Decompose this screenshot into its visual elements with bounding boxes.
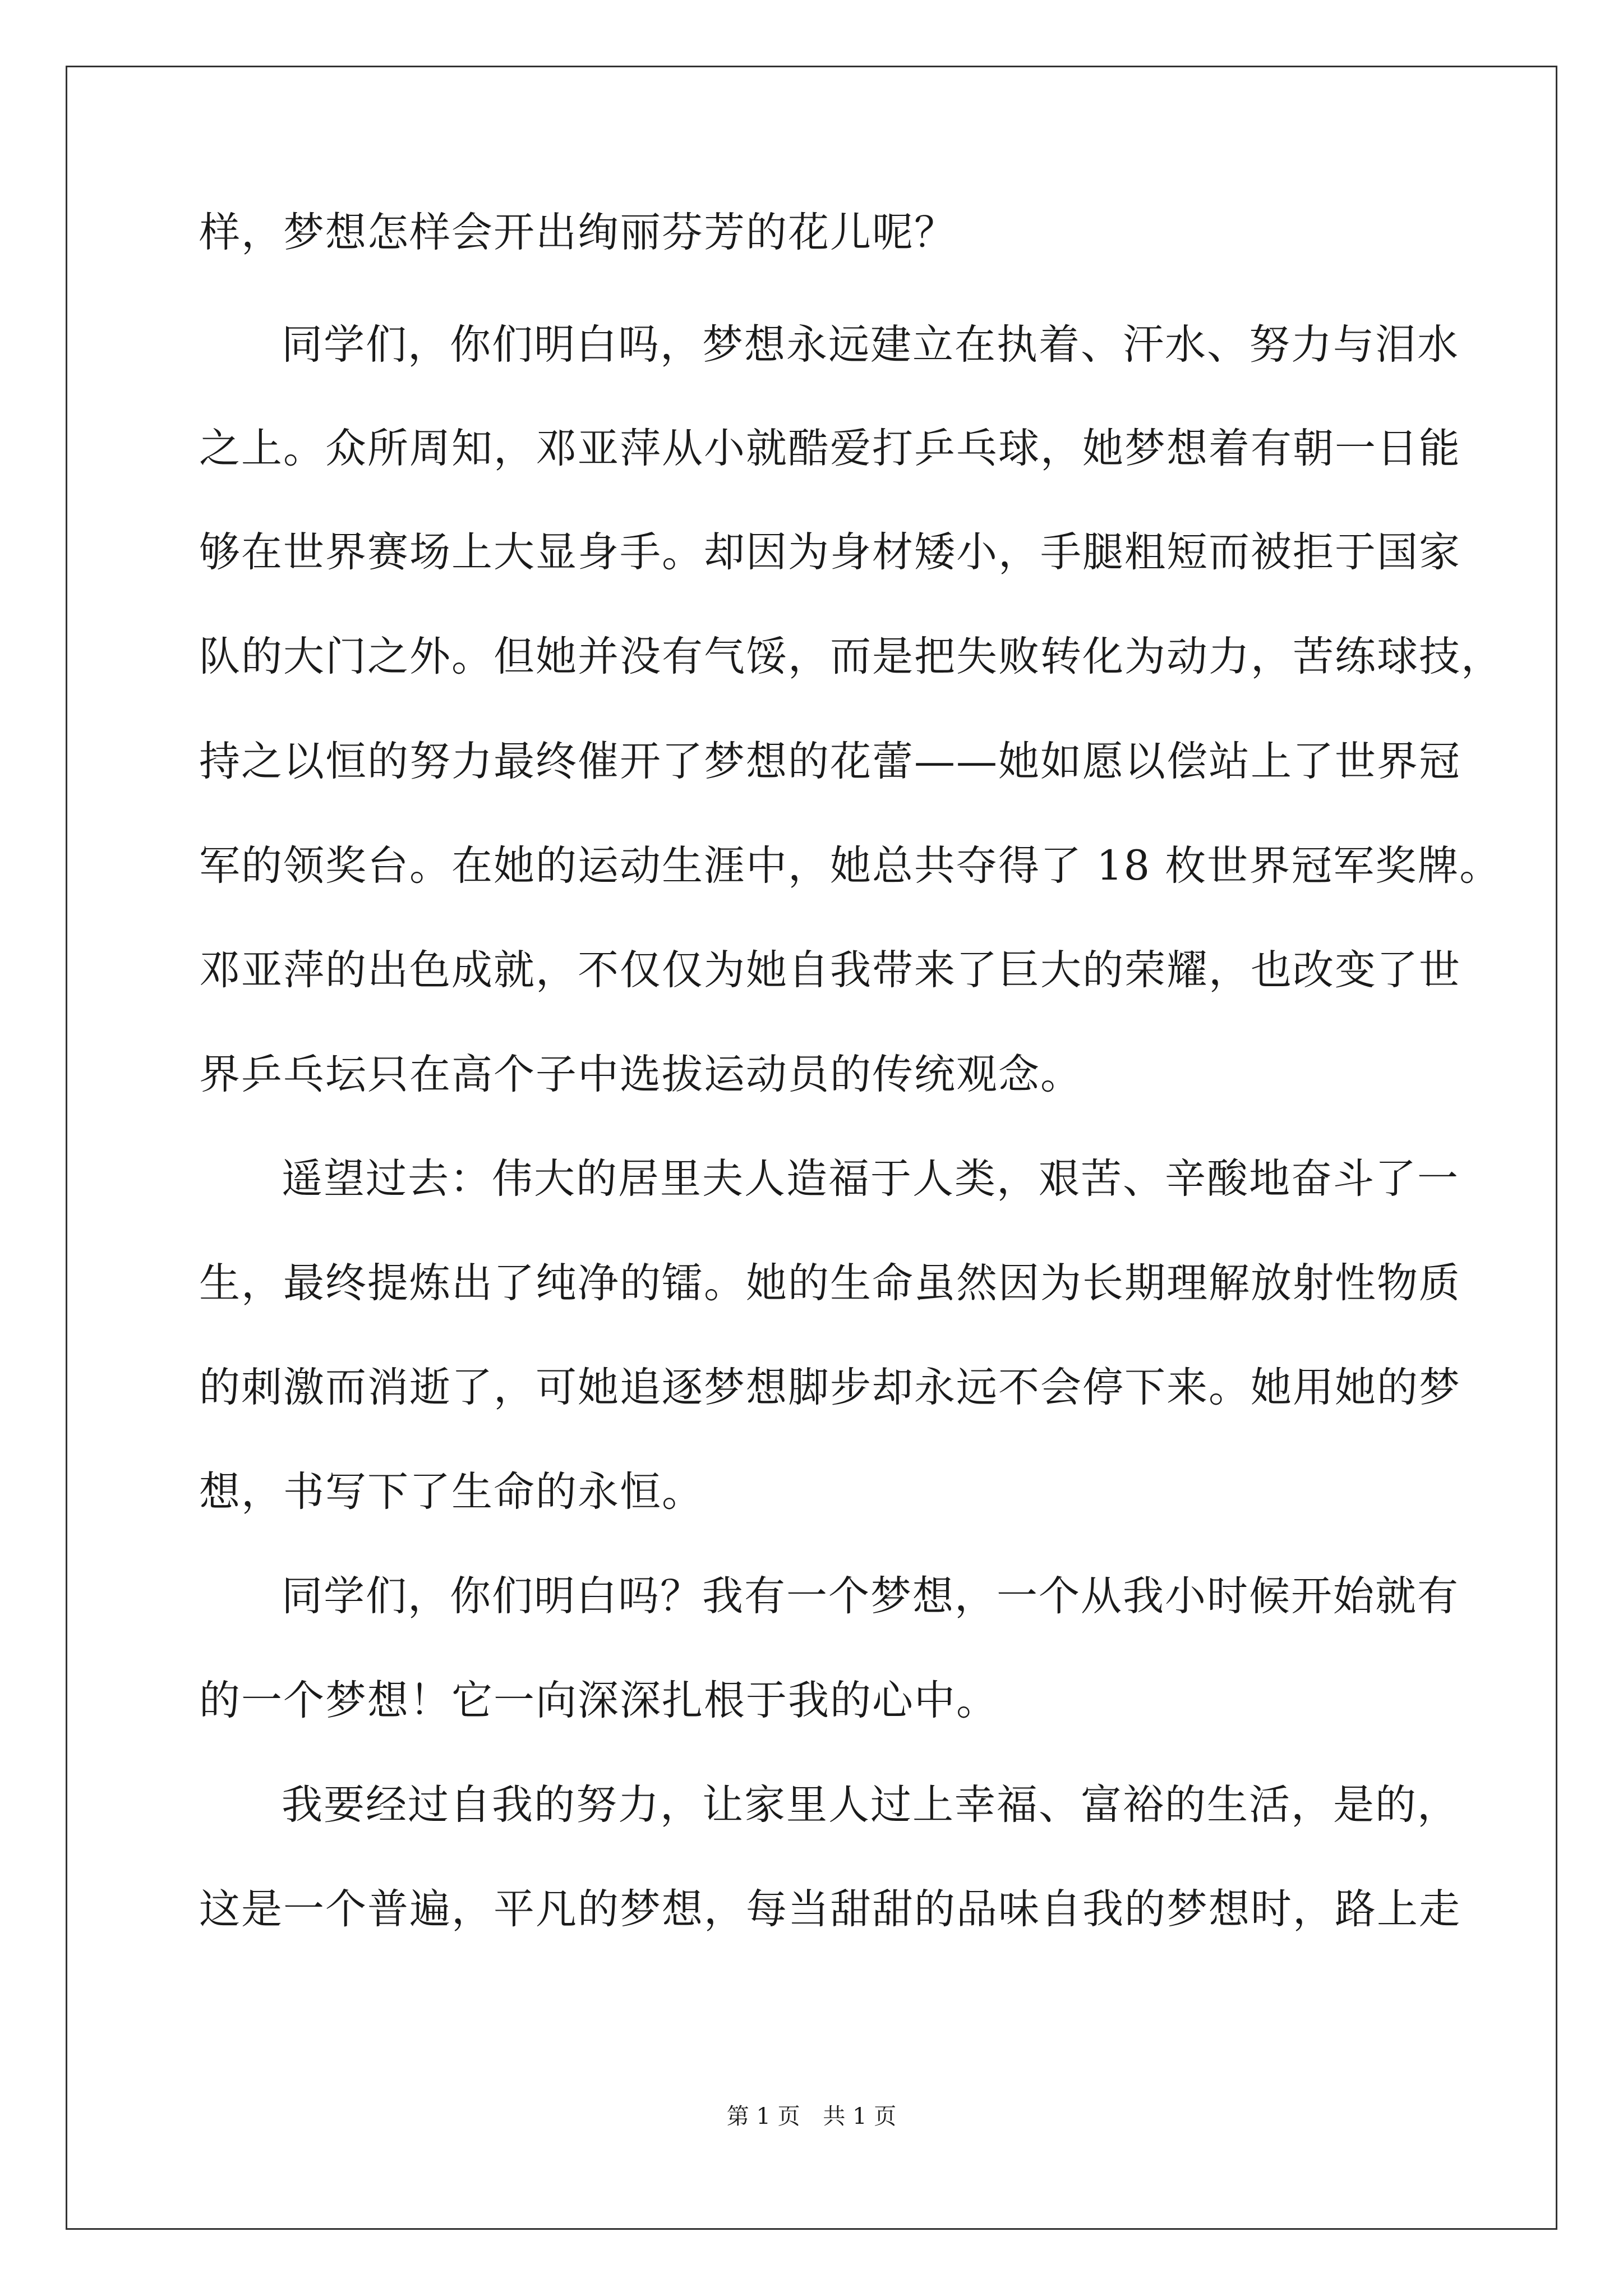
page-total: 共 1 页 [823, 2104, 897, 2129]
text-line: 持之以恒的努力最终催开了梦想的花蕾——她如愿以偿站上了世界冠 [199, 738, 1461, 785]
text-line: 界乒乓坛只在高个子中选拔运动员的传统观念。 [199, 1051, 1082, 1098]
text-line: 我要经过自我的努力，让家里人过上幸福、富裕的生活，是的， [282, 1781, 1459, 1829]
text-line: 之上。众所周知，邓亚萍从小就酷爱打乒乓球，她梦想着有朝一日能 [199, 425, 1461, 472]
text-line: 的刺激而消逝了，可她追逐梦想脚步却永远不会停下来。她用她的梦 [199, 1364, 1461, 1411]
text-line: 遥望过去：伟大的居里夫人造福于人类，艰苦、辛酸地奋斗了一 [282, 1155, 1459, 1203]
text-line: 邓亚萍的出色成就，不仅仅为她自我带来了巨大的荣耀，也改变了世 [199, 946, 1461, 994]
text-line: 队的大门之外。但她并没有气馁，而是把失败转化为动力，苦练球技， [199, 633, 1503, 680]
text-line: 同学们，你们明白吗？我有一个梦想，一个从我小时候开始就有 [282, 1572, 1459, 1620]
page-footer [0, 2102, 1623, 2131]
text-line: 这是一个普遍，平凡的梦想，每当甜甜的品味自我的梦想时，路上走 [199, 1885, 1461, 1933]
text-line: 生，最终提炼出了纯净的镭。她的生命虽然因为长期理解放射性物质 [199, 1259, 1461, 1307]
text-line: 的一个梦想！它一向深深扎根于我的心中。 [199, 1677, 998, 1724]
text-line: 同学们，你们明白吗，梦想永远建立在执着、汗水、努力与泪水 [282, 321, 1459, 369]
text-line: 样，梦想怎样会开出绚丽芬芳的花儿呢？ [199, 209, 956, 256]
page-number: 第 1 页 [726, 2104, 800, 2129]
text-line: 想，书写下了生命的永恒。 [199, 1468, 704, 1516]
text-line: 够在世界赛场上大显身手。却因为身材矮小，手腿粗短而被拒于国家 [199, 528, 1461, 576]
text-line: 军的领奖台。在她的运动生涯中，她总共夺得了 18 枚世界冠军奖牌。 [199, 842, 1502, 890]
